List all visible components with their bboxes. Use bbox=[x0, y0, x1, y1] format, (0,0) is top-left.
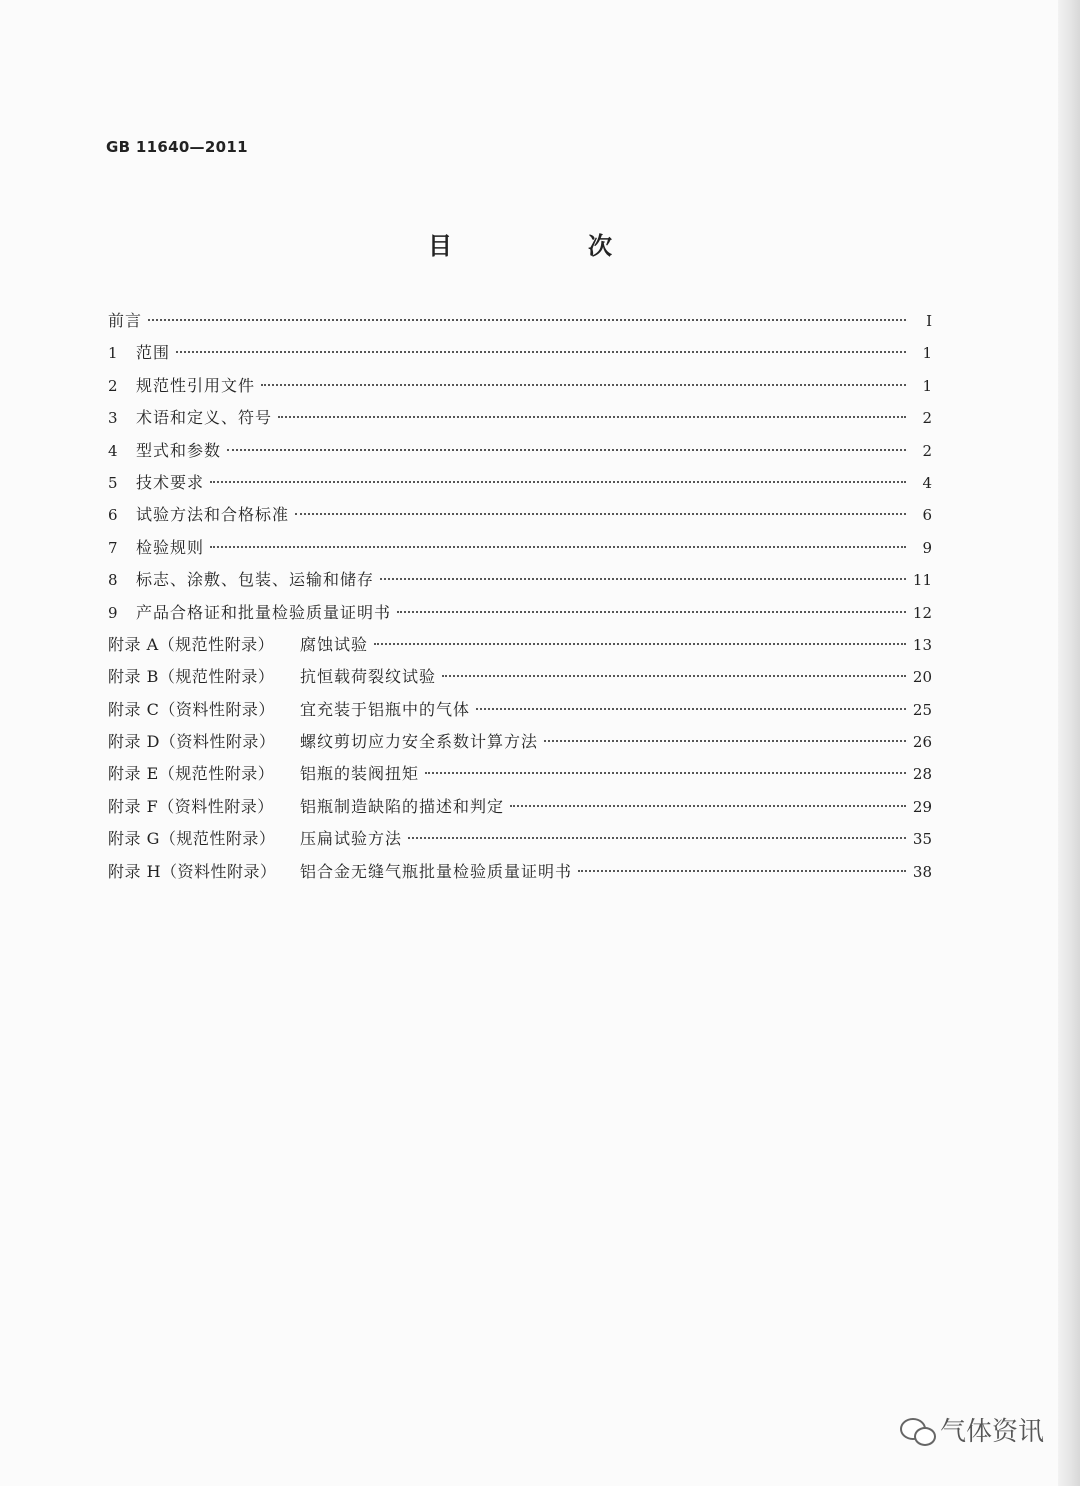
leader-dots bbox=[425, 772, 906, 774]
toc-row[interactable] bbox=[108, 308, 932, 340]
leader-dots bbox=[397, 611, 906, 613]
toc-row[interactable] bbox=[108, 373, 932, 405]
toc-page: 4 bbox=[922, 473, 932, 492]
toc-label: 腐蚀试验 bbox=[300, 634, 369, 654]
appendix-prefix: 附录 D（资料性附录） bbox=[108, 732, 276, 752]
leader-dots bbox=[176, 351, 906, 353]
toc-row[interactable] bbox=[108, 535, 932, 567]
toc-page: 11 bbox=[912, 571, 932, 590]
wechat-icon bbox=[900, 1416, 934, 1444]
standard-code: GB 11640—2011 bbox=[106, 138, 248, 156]
toc-appendix-row[interactable] bbox=[108, 761, 932, 793]
leader-dots bbox=[210, 481, 906, 483]
toc-page: 9 bbox=[922, 538, 932, 557]
toc-label: 宜充装于铝瓶中的气体 bbox=[300, 699, 471, 719]
toc-label: 铝瓶制造缺陷的描述和判定 bbox=[300, 796, 505, 816]
toc-label: 范围 bbox=[136, 343, 171, 363]
toc-page: 35 bbox=[912, 830, 932, 849]
toc-label: 技术要求 bbox=[136, 472, 205, 492]
toc-title: 目 次 bbox=[428, 232, 668, 260]
appendix-prefix: 附录 A（规范性附录） bbox=[108, 634, 275, 654]
appendix-prefix: 附录 F（资料性附录） bbox=[108, 796, 274, 816]
toc-page: 2 bbox=[922, 409, 932, 428]
toc-label: 检验规则 bbox=[136, 537, 205, 557]
leader-dots bbox=[544, 740, 906, 742]
appendix-prefix: 附录 C（资料性附录） bbox=[108, 699, 275, 719]
toc-label: 试验方法和合格标准 bbox=[136, 505, 290, 525]
toc-page: 12 bbox=[912, 603, 932, 622]
leader-dots bbox=[261, 384, 906, 386]
toc-row[interactable] bbox=[108, 470, 932, 502]
leader-dots bbox=[278, 416, 906, 418]
leader-dots bbox=[374, 643, 906, 645]
appendix-prefix: 附录 E（规范性附录） bbox=[108, 764, 275, 784]
table-of-contents bbox=[108, 308, 932, 891]
leader-dots bbox=[210, 546, 906, 548]
toc-page: 6 bbox=[922, 506, 932, 525]
toc-row[interactable] bbox=[108, 502, 932, 534]
toc-row[interactable] bbox=[108, 438, 932, 470]
toc-label: 术语和定义、符号 bbox=[136, 408, 273, 428]
toc-appendix-row[interactable] bbox=[108, 632, 932, 664]
leader-dots bbox=[578, 870, 906, 872]
appendix-prefix: 附录 H（资料性附录） bbox=[108, 861, 277, 881]
appendix-prefix: 附录 G（规范性附录） bbox=[108, 829, 276, 849]
toc-page: 2 bbox=[922, 441, 932, 460]
toc-number: 2 bbox=[108, 376, 118, 395]
toc-number: 4 bbox=[108, 441, 118, 460]
toc-page: Ⅰ bbox=[926, 312, 932, 330]
toc-page: 38 bbox=[912, 862, 932, 881]
toc-page: 26 bbox=[912, 733, 932, 752]
toc-label: 标志、涂敷、包装、运输和储存 bbox=[136, 570, 375, 590]
toc-number: 1 bbox=[108, 344, 118, 363]
toc-label: 抗恒载荷裂纹试验 bbox=[300, 667, 437, 687]
toc-number: 5 bbox=[108, 473, 118, 492]
toc-page: 20 bbox=[912, 668, 932, 687]
toc-label: 规范性引用文件 bbox=[136, 375, 256, 395]
toc-page: 1 bbox=[922, 376, 932, 395]
toc-number: 3 bbox=[108, 409, 118, 428]
wechat-watermark bbox=[900, 1411, 1044, 1448]
leader-dots bbox=[442, 675, 906, 677]
toc-row[interactable] bbox=[108, 600, 932, 632]
toc-appendix-row[interactable] bbox=[108, 859, 932, 891]
toc-row[interactable] bbox=[108, 405, 932, 437]
leader-dots bbox=[408, 837, 906, 839]
toc-label: 前言 bbox=[108, 311, 143, 330]
leader-dots bbox=[510, 805, 906, 807]
toc-page: 13 bbox=[912, 635, 932, 654]
watermark-text: 气体资讯 bbox=[939, 1417, 1044, 1447]
toc-page: 29 bbox=[912, 797, 932, 816]
leader-dots bbox=[476, 708, 906, 710]
toc-number: 9 bbox=[108, 603, 118, 622]
toc-number: 6 bbox=[108, 506, 118, 525]
toc-appendix-row[interactable] bbox=[108, 794, 932, 826]
toc-appendix-row[interactable] bbox=[108, 697, 932, 729]
toc-label: 型式和参数 bbox=[136, 440, 222, 460]
toc-number: 8 bbox=[108, 571, 118, 590]
toc-row[interactable] bbox=[108, 340, 932, 372]
toc-label: 铝合金无缝气瓶批量检验质量证明书 bbox=[300, 861, 573, 881]
toc-appendix-row[interactable] bbox=[108, 826, 932, 858]
toc-page: 25 bbox=[912, 700, 932, 719]
leader-dots bbox=[295, 513, 906, 515]
leader-dots bbox=[380, 578, 906, 580]
scan-edge bbox=[1058, 0, 1080, 1486]
toc-number: 7 bbox=[108, 538, 118, 557]
leader-dots bbox=[148, 319, 906, 321]
toc-label: 螺纹剪切应力安全系数计算方法 bbox=[300, 732, 539, 752]
toc-appendix-row[interactable] bbox=[108, 664, 932, 696]
toc-row[interactable] bbox=[108, 567, 932, 599]
toc-page: 1 bbox=[922, 344, 932, 363]
toc-label: 产品合格证和批量检验质量证明书 bbox=[136, 602, 392, 622]
leader-dots bbox=[227, 449, 906, 451]
appendix-prefix: 附录 B（规范性附录） bbox=[108, 667, 275, 687]
toc-label: 压扁试验方法 bbox=[300, 829, 403, 849]
toc-page: 28 bbox=[912, 765, 932, 784]
toc-label: 铝瓶的装阀扭矩 bbox=[300, 764, 420, 784]
toc-appendix-row[interactable] bbox=[108, 729, 932, 761]
